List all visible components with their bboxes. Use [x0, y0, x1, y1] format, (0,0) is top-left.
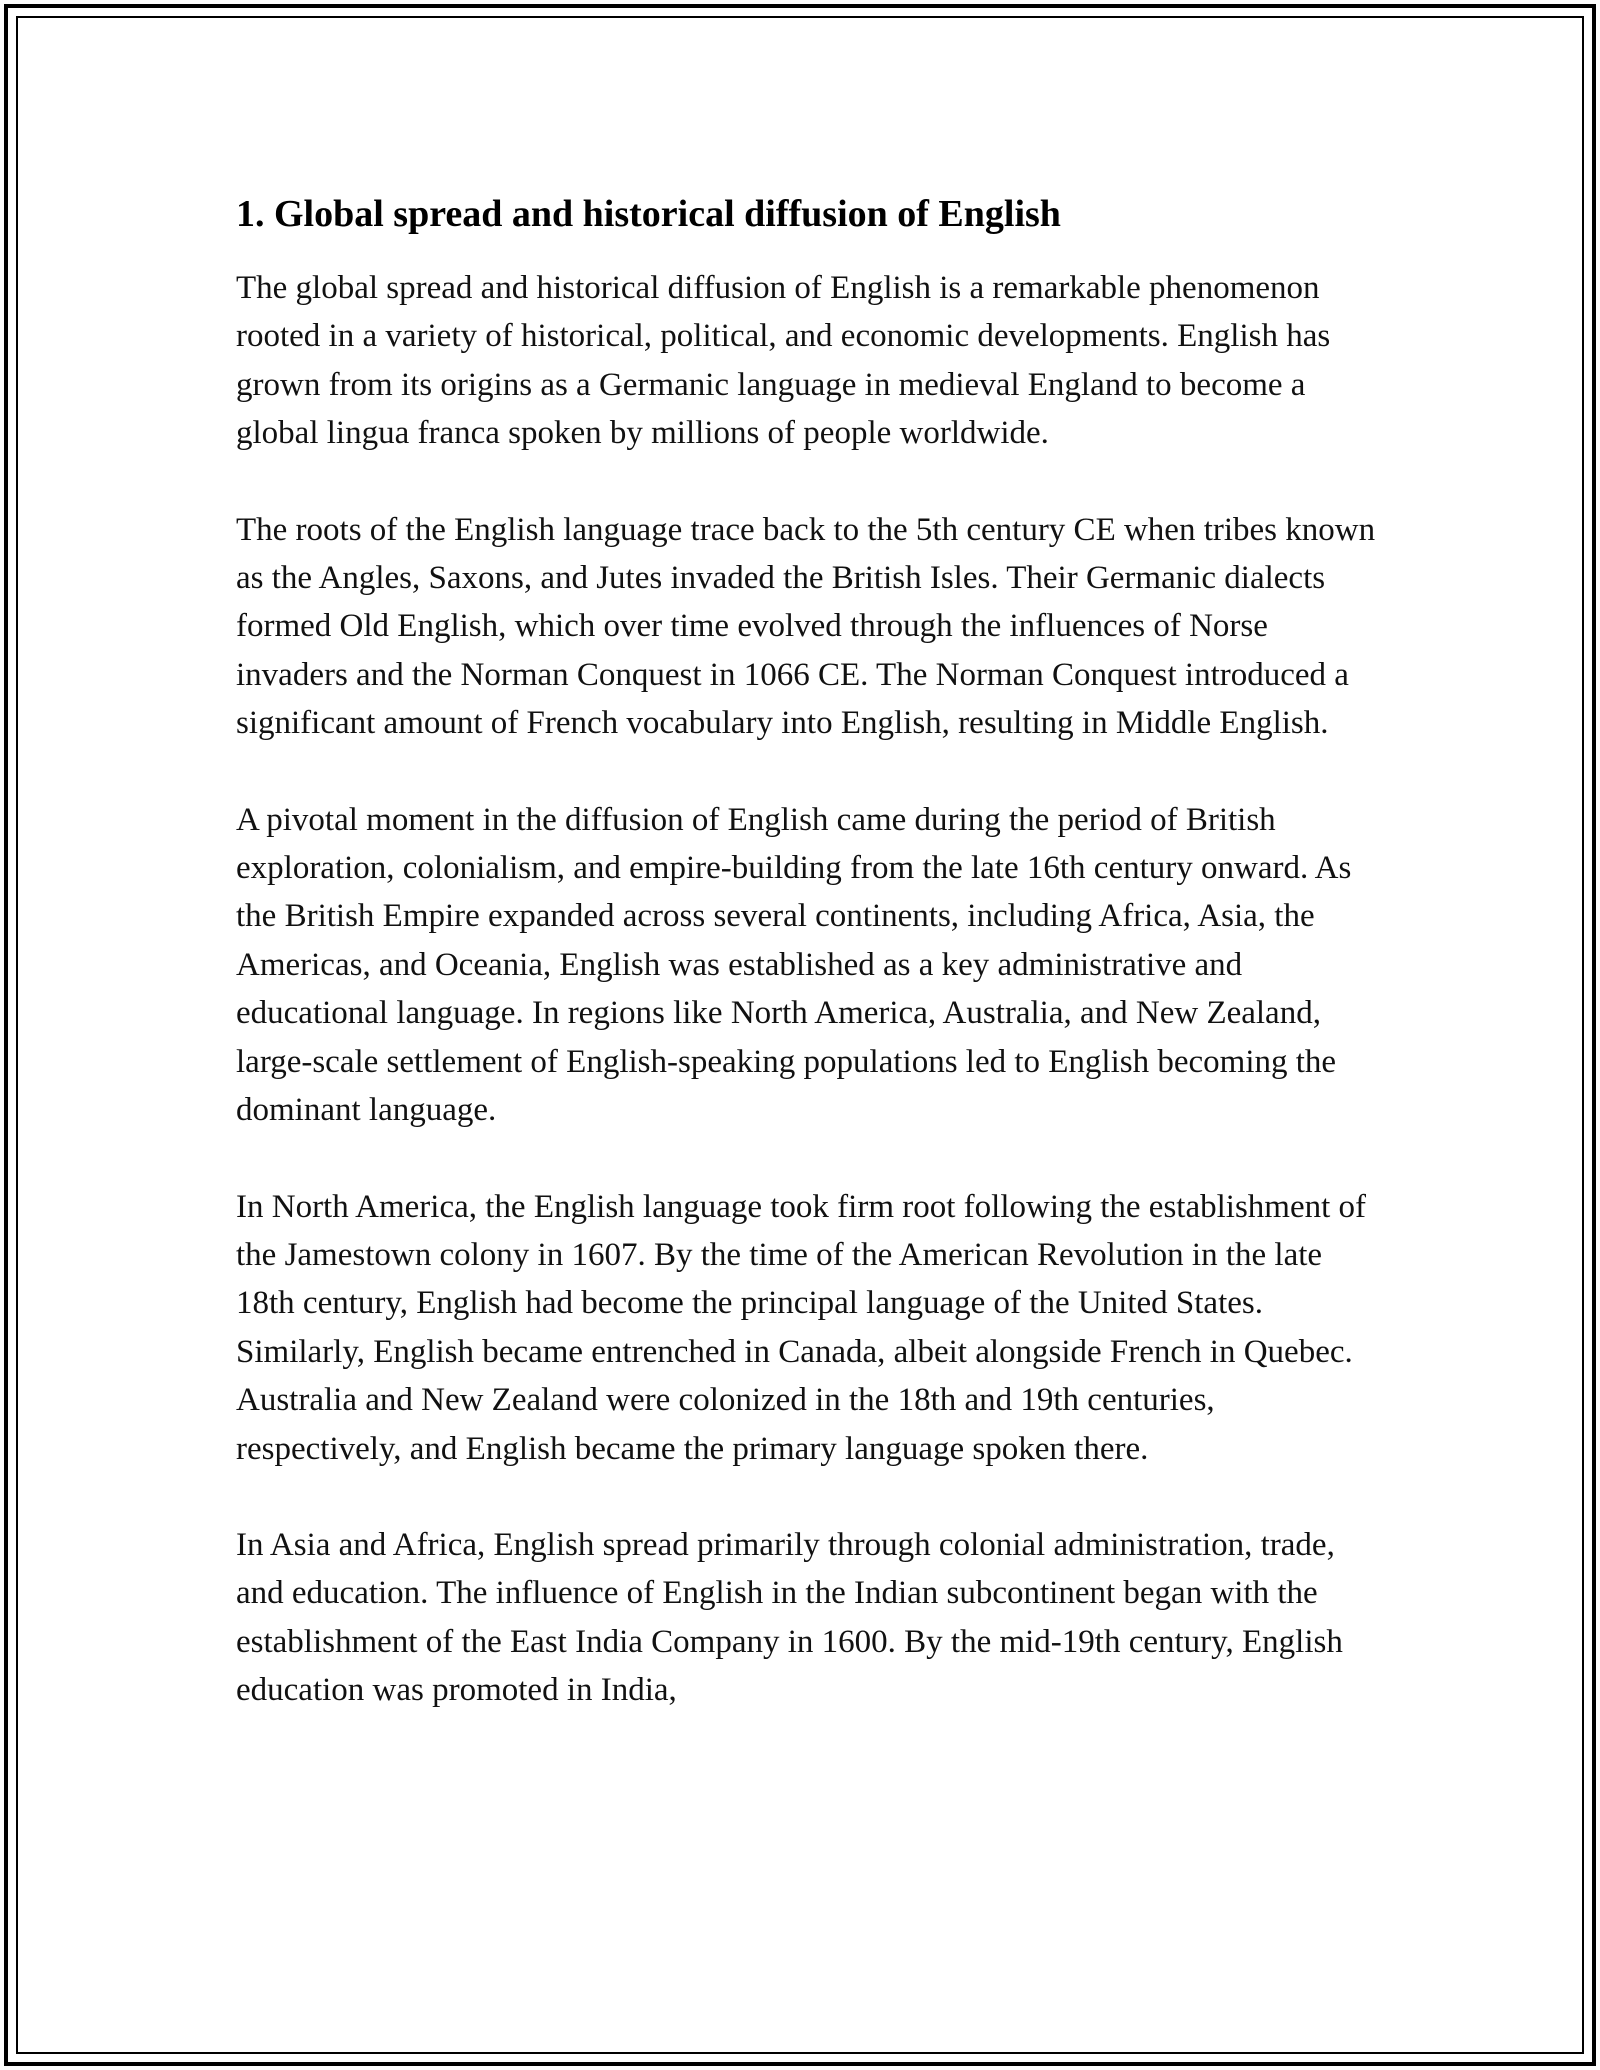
paragraph-colonial-expansion: A pivotal moment in the diffusion of English came during the period of British exploration, colonialism, and empire-building from the late 16th century onward. As the British Empire expanded across several continents, including Africa, Asia, the Americas, and Oceania, English was established as a key administrative and educational language. In regions like North America, Australia, and New Zealand, large-scale settlement of English-speaking populations led to English becoming the dominant language.: [236, 801, 1352, 1129]
document-body: [236, 190, 1376, 1763]
paragraph-intro: The global spread and historical diffusion of English is a remarkable phenomenon rooted in a variety of historical, political, and economic developments. English has grown from its origins as a Germanic language in medieval England to become a global lingua franca spoken by millions of people worldwide.: [236, 270, 1331, 452]
paragraph-north-america: In North America, the English language took firm root following the establishment of the Jamestown colony in 1607. By the time of the American Revolution in the late 18th century, English had become the principal language of the United States. Similarly, English became entrenched in Canada, albeit alongside French in Quebec. Australia and New Zealand were colonized in the 18th and 19th centuries, respectively, and English became the primary language spoken there.: [236, 1188, 1367, 1467]
paragraph-asia-africa: In Asia and Africa, English spread primarily through colonial administration, trade, and education. The influence of English in the Indian subcontinent began with the establishment of the East India Company in 1600. By the mid-19th century, English education was promoted in India,: [236, 1526, 1343, 1709]
paragraph-roots: The roots of the English language trace back to the 5th century CE when tribes known as the Angles, Saxons, and Jutes invaded the British Isles. Their Germanic dialects formed Old English, which over time evolved through the influences of Norse invaders and the Norman Conquest in 1066 CE. The Norman Conquest introduced a significant amount of French vocabulary into English, resulting in Middle English.: [236, 511, 1376, 742]
section-heading: 1. Global spread and historical diffusion of English: [236, 193, 1061, 235]
